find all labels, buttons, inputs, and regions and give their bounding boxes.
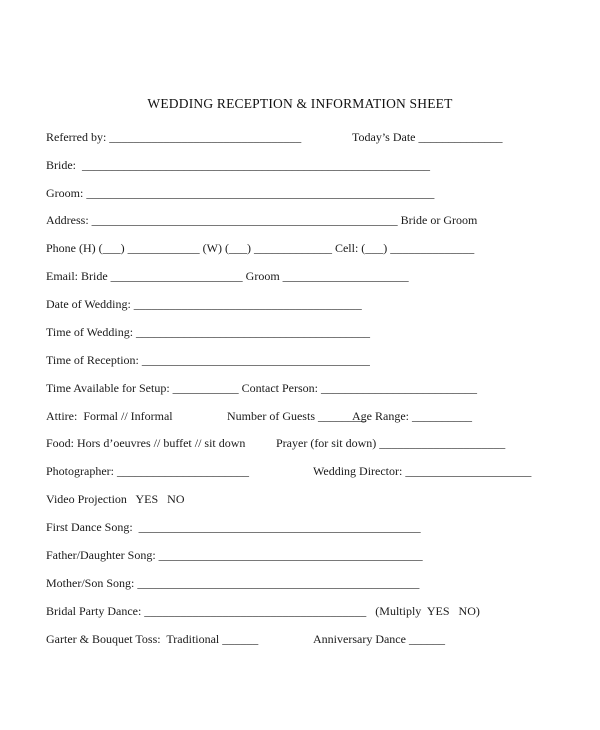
food-options[interactable]: Food: Hors d’oeuvres // buffet // sit down: [46, 436, 246, 450]
photographer-field[interactable]: Photographer: ______________________: [46, 464, 249, 478]
referred-by-field[interactable]: Referred by: ________________________________: [46, 130, 302, 144]
video-projection-options[interactable]: Video Projection YES NO: [46, 492, 185, 506]
anniversary-dance-field[interactable]: Anniversary Dance ______: [313, 632, 445, 646]
father-daughter-song-field[interactable]: Father/Daughter Song: ____________________________________________: [46, 548, 423, 562]
setup-and-contact-fields[interactable]: Time Available for Setup: ___________ Contact Person: __________________________: [46, 381, 477, 395]
phone-fields[interactable]: Phone (H) (___) ____________ (W) (___) _____________ Cell: (___) ______________: [46, 241, 475, 255]
date-of-wedding-field[interactable]: Date of Wedding: ______________________________________: [46, 297, 362, 311]
number-of-guests-field[interactable]: Number of Guests ________: [227, 409, 366, 423]
groom-field[interactable]: Groom: __________________________________________________________: [46, 186, 435, 200]
time-of-wedding-field[interactable]: Time of Wedding: _______________________________________: [46, 325, 371, 339]
document-title: WEDDING RECEPTION & INFORMATION SHEET: [147, 96, 453, 111]
mother-son-song-field[interactable]: Mother/Son Song: _______________________________________________: [46, 576, 420, 590]
bridal-party-dance-field[interactable]: Bridal Party Dance: _____________________________________ (Multiply YES NO): [46, 604, 480, 618]
wedding-director-field[interactable]: Wedding Director: _____________________: [313, 464, 532, 478]
todays-date-field[interactable]: Today’s Date ______________: [352, 130, 503, 144]
age-range-field[interactable]: Age Range: __________: [352, 409, 472, 423]
bride-field[interactable]: Bride: __________________________________________________________: [46, 158, 430, 172]
email-fields[interactable]: Email: Bride ______________________ Groom _____________________: [46, 269, 409, 283]
prayer-field[interactable]: Prayer (for sit down) _____________________: [276, 436, 506, 450]
garter-bouquet-toss-field[interactable]: Garter & Bouquet Toss: Traditional ______: [46, 632, 259, 646]
attire-options[interactable]: Attire: Formal // Informal: [46, 409, 173, 423]
address-field[interactable]: Address: ___________________________________________________ Bride or Groom: [46, 213, 478, 227]
time-of-reception-field[interactable]: Time of Reception: ______________________________________: [46, 353, 370, 367]
first-dance-song-field[interactable]: First Dance Song: _______________________________________________: [46, 520, 421, 534]
